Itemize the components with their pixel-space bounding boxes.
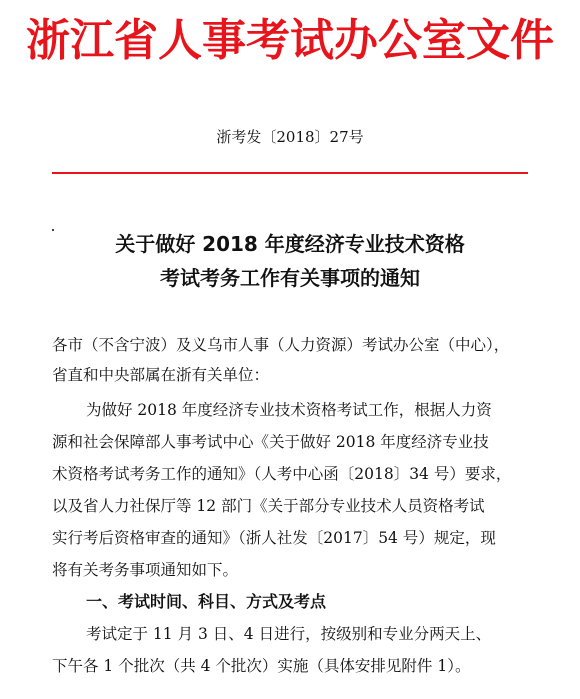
paragraph-2-line-2: 下午各 1 个批次（共 4 个批次）实施（具体安排见附件 1）。 [52, 657, 471, 675]
red-divider [52, 172, 528, 174]
salutation-line-1: 各市（不含宁波）及义乌市人事（人力资源）考试办公室（中心）， [52, 336, 510, 354]
section-1-heading: 一、考试时间、科目、方式及考点 [86, 592, 327, 611]
paragraph-2-line-1: 考试定于 11 月 3 日、4 日进行，按级别和专业分两天上、 [86, 625, 492, 643]
document-number: 浙考发〔2018〕27号 [216, 128, 364, 146]
title-line-2: 考试考务工作有关事项的通知 [160, 266, 420, 290]
paragraph-1-line-2: 源和社会保障部人事考试中心《关于做好 2018 年度经济专业技 [52, 433, 489, 451]
paragraph-1-line-4: 以及省人力社保厅等 12 部门《关于部分专业技术人员资格考试 [52, 497, 485, 515]
paragraph-1-line-1: 为做好 2018 年度经济专业技术资格考试工作，根据人力资 [86, 401, 492, 419]
title-line-1: 关于做好 2018 年度经济专业技术资格 [115, 232, 465, 256]
paragraph-1-line-6: 将有关考务事项通知如下。 [52, 561, 239, 579]
salutation-line-2: 省直和中央部属在浙有关单位： [52, 366, 270, 384]
document-masthead: 浙江省人事考试办公室文件 [26, 15, 554, 66]
paragraph-1-line-3: 术资格考试考务工作的通知》（人考中心函〔2018〕34 号）要求， [52, 465, 512, 483]
paragraph-1-line-5: 实行考后资格审查的通知》（浙人社发〔2017〕54 号）规定，现 [52, 529, 496, 547]
